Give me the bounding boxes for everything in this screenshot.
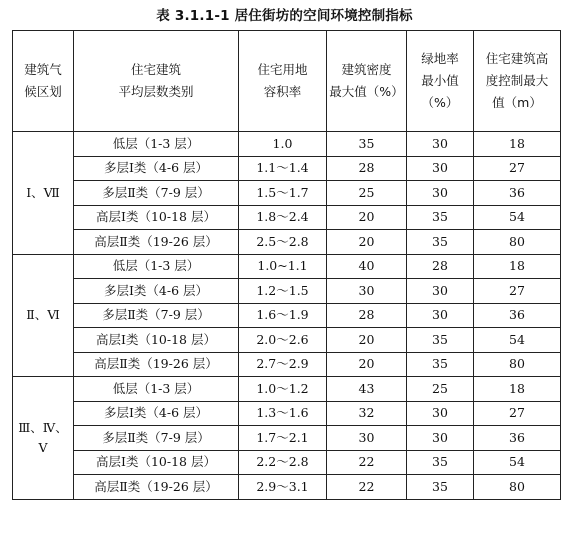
building-density-cell: 20	[327, 230, 407, 255]
building-density-cell: 20	[327, 352, 407, 377]
height-limit-cell: 36	[474, 303, 561, 328]
green-ratio-cell: 28	[407, 254, 474, 279]
building-density-cell: 22	[327, 450, 407, 475]
header-green-ratio: 绿地率 最小值 （%）	[407, 31, 474, 132]
plot-ratio-cell: 1.2～1.5	[239, 279, 327, 304]
floor-category-cell: 高层Ⅱ类（19-26 层）	[74, 230, 239, 255]
height-limit-cell: 27	[474, 401, 561, 426]
floor-category-cell: 多层Ⅱ类（7-9 层）	[74, 426, 239, 451]
building-density-cell: 32	[327, 401, 407, 426]
building-density-cell: 25	[327, 181, 407, 206]
green-ratio-cell: 35	[407, 205, 474, 230]
climate-zone-cell: Ⅱ、Ⅵ	[13, 254, 74, 377]
green-ratio-cell: 30	[407, 426, 474, 451]
plot-ratio-cell: 1.0～1.2	[239, 377, 327, 402]
building-density-cell: 40	[327, 254, 407, 279]
table-row	[13, 426, 561, 451]
building-density-cell: 43	[327, 377, 407, 402]
plot-ratio-cell: 1.1～1.4	[239, 156, 327, 181]
table-row	[13, 450, 561, 475]
header-row	[13, 31, 561, 132]
green-ratio-cell: 35	[407, 328, 474, 353]
plot-ratio-cell: 2.5～2.8	[239, 230, 327, 255]
height-limit-cell: 54	[474, 450, 561, 475]
plot-ratio-cell: 2.2～2.8	[239, 450, 327, 475]
height-limit-cell: 36	[474, 181, 561, 206]
building-density-cell: 28	[327, 303, 407, 328]
header-climate-zone: 建筑气 候区划	[13, 31, 74, 132]
table-row	[13, 475, 561, 500]
green-ratio-cell: 30	[407, 132, 474, 157]
floor-category-cell: 低层（1-3 层）	[74, 132, 239, 157]
table-row	[13, 205, 561, 230]
plot-ratio-cell: 1.0	[239, 132, 327, 157]
plot-ratio-cell: 1.8～2.4	[239, 205, 327, 230]
floor-category-cell: 多层Ⅱ类（7-9 层）	[74, 303, 239, 328]
plot-ratio-cell: 1.5～1.7	[239, 181, 327, 206]
header-height-limit: 住宅建筑高 度控制最大 值（m）	[474, 31, 561, 132]
table-row	[13, 230, 561, 255]
height-limit-cell: 80	[474, 475, 561, 500]
table-row	[13, 303, 561, 328]
plot-ratio-cell: 1.7～2.1	[239, 426, 327, 451]
header-plot-ratio: 住宅用地 容积率	[239, 31, 327, 132]
header-floor-category: 住宅建筑 平均层数类别	[74, 31, 239, 132]
header-building-density: 建筑密度 最大值（%）	[327, 31, 407, 132]
height-limit-cell: 18	[474, 377, 561, 402]
building-density-cell: 28	[327, 156, 407, 181]
height-limit-cell: 80	[474, 230, 561, 255]
climate-zone-cell: Ⅲ、Ⅳ、 Ⅴ	[13, 377, 74, 500]
floor-category-cell: 高层Ⅰ类（10-18 层）	[74, 205, 239, 230]
green-ratio-cell: 30	[407, 181, 474, 206]
building-density-cell: 22	[327, 475, 407, 500]
height-limit-cell: 27	[474, 279, 561, 304]
floor-category-cell: 低层（1-3 层）	[74, 377, 239, 402]
plot-ratio-cell: 2.7～2.9	[239, 352, 327, 377]
control-indicators-table	[12, 30, 561, 500]
building-density-cell: 30	[327, 279, 407, 304]
green-ratio-cell: 35	[407, 450, 474, 475]
building-density-cell: 30	[327, 426, 407, 451]
green-ratio-cell: 30	[407, 156, 474, 181]
plot-ratio-cell: 2.9～3.1	[239, 475, 327, 500]
table-row	[13, 132, 561, 157]
table-title: 表 3.1.1-1 居住街坊的空间环境控制指标	[156, 8, 413, 24]
table-row	[13, 181, 561, 206]
green-ratio-cell: 35	[407, 230, 474, 255]
height-limit-cell: 54	[474, 328, 561, 353]
height-limit-cell: 27	[474, 156, 561, 181]
height-limit-cell: 36	[474, 426, 561, 451]
height-limit-cell: 18	[474, 254, 561, 279]
green-ratio-cell: 30	[407, 303, 474, 328]
height-limit-cell: 80	[474, 352, 561, 377]
floor-category-cell: 多层Ⅱ类（7-9 层）	[74, 181, 239, 206]
table-row	[13, 328, 561, 353]
table-row	[13, 254, 561, 279]
floor-category-cell: 高层Ⅰ类（10-18 层）	[74, 328, 239, 353]
height-limit-cell: 54	[474, 205, 561, 230]
green-ratio-cell: 30	[407, 401, 474, 426]
floor-category-cell: 低层（1-3 层）	[74, 254, 239, 279]
floor-category-cell: 多层Ⅰ类（4-6 层）	[74, 156, 239, 181]
green-ratio-cell: 30	[407, 279, 474, 304]
table-row	[13, 279, 561, 304]
floor-category-cell: 多层Ⅰ类（4-6 层）	[74, 279, 239, 304]
floor-category-cell: 高层Ⅰ类（10-18 层）	[74, 450, 239, 475]
green-ratio-cell: 35	[407, 352, 474, 377]
plot-ratio-cell: 2.0～2.6	[239, 328, 327, 353]
green-ratio-cell: 25	[407, 377, 474, 402]
table-row	[13, 156, 561, 181]
floor-category-cell: 高层Ⅱ类（19-26 层）	[74, 352, 239, 377]
plot-ratio-cell: 1.6～1.9	[239, 303, 327, 328]
building-density-cell: 35	[327, 132, 407, 157]
plot-ratio-cell: 1.0~1.1	[239, 254, 327, 279]
table-row	[13, 352, 561, 377]
floor-category-cell: 高层Ⅱ类（19-26 层）	[74, 475, 239, 500]
building-density-cell: 20	[327, 205, 407, 230]
table-row	[13, 401, 561, 426]
floor-category-cell: 多层Ⅰ类（4-6 层）	[74, 401, 239, 426]
green-ratio-cell: 35	[407, 475, 474, 500]
plot-ratio-cell: 1.3～1.6	[239, 401, 327, 426]
climate-zone-cell: Ⅰ、Ⅶ	[13, 132, 74, 255]
table-row	[13, 377, 561, 402]
building-density-cell: 20	[327, 328, 407, 353]
height-limit-cell: 18	[474, 132, 561, 157]
